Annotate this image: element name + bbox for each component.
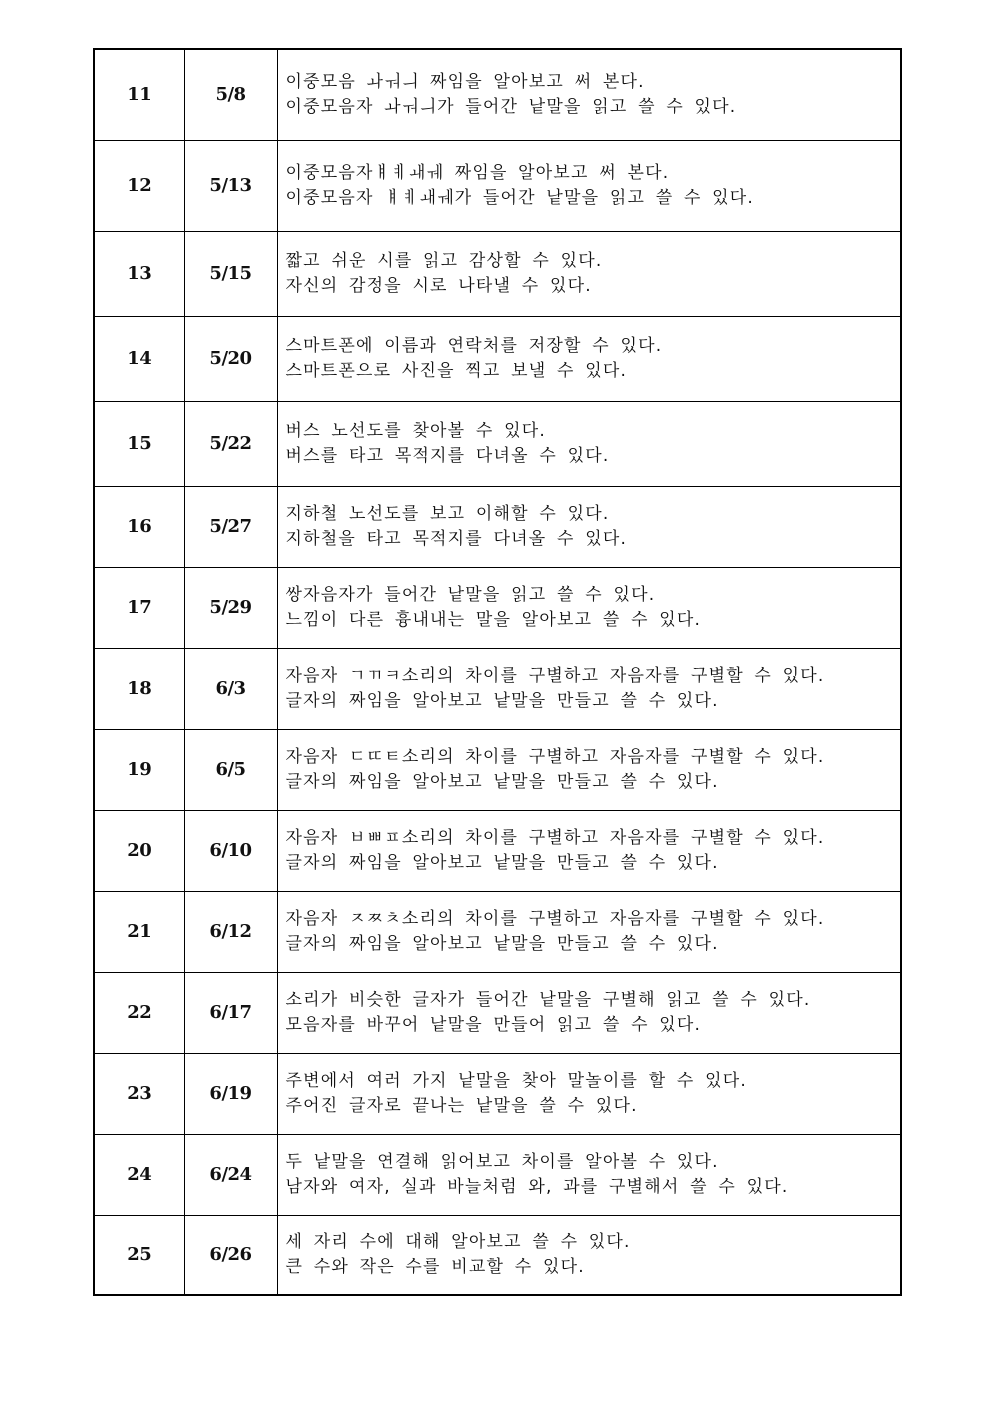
objective-line: 세 자리 수에 대해 알아보고 쓸 수 있다. — [285, 1231, 631, 1252]
session-number: 16 — [94, 486, 184, 567]
objective-line: 글자의 짜임을 알아보고 낱말을 만들고 쓸 수 있다. — [285, 690, 719, 711]
objective-line: 큰 수와 작은 수를 비교할 수 있다. — [285, 1256, 585, 1277]
session-date: 5/29 — [184, 567, 277, 648]
table-row — [94, 231, 901, 316]
objective-line: 모음자를 바꾸어 낱말을 만들어 읽고 쓸 수 있다. — [285, 1014, 702, 1035]
table-row — [94, 316, 901, 401]
objective-line: 주변에서 여러 가지 낱말을 찾아 말놀이를 할 수 있다. — [285, 1070, 747, 1091]
table-row — [94, 1134, 901, 1215]
session-objectives — [277, 316, 901, 401]
session-objectives — [277, 231, 901, 316]
session-number: 20 — [94, 810, 184, 891]
session-number: 17 — [94, 567, 184, 648]
session-objectives — [277, 401, 901, 486]
session-objectives — [277, 1053, 901, 1134]
objective-line: 자음자 ㅈㅉㅊ소리의 차이를 구별하고 자음자를 구별할 수 있다. — [285, 908, 825, 929]
objective-line: 자신의 감정을 시로 나타낼 수 있다. — [285, 275, 592, 296]
table-row — [94, 810, 901, 891]
session-objectives — [277, 648, 901, 729]
session-date: 6/19 — [184, 1053, 277, 1134]
objective-line: 자음자 ㄷㄸㅌ소리의 차이를 구별하고 자음자를 구별할 수 있다. — [285, 746, 825, 767]
session-number: 21 — [94, 891, 184, 972]
session-objectives — [277, 567, 901, 648]
session-date: 6/12 — [184, 891, 277, 972]
table-row — [94, 972, 901, 1053]
session-date: 6/5 — [184, 729, 277, 810]
table-row — [94, 729, 901, 810]
objective-line: 쌍자음자가 들어간 낱말을 읽고 쓸 수 있다. — [285, 584, 656, 605]
lesson-plan-table — [93, 48, 902, 1296]
session-date: 5/13 — [184, 140, 277, 231]
objective-line: 두 낱말을 연결해 읽어보고 차이를 알아볼 수 있다. — [285, 1151, 719, 1172]
session-objectives — [277, 49, 901, 140]
session-date: 5/8 — [184, 49, 277, 140]
objective-line: 소리가 비슷한 글자가 들어간 낱말을 구별해 읽고 쓸 수 있다. — [285, 989, 811, 1010]
objective-line: 남자와 여자, 실과 바늘처럼 와, 과를 구별해서 쓸 수 있다. — [285, 1176, 789, 1197]
session-number: 13 — [94, 231, 184, 316]
session-number: 14 — [94, 316, 184, 401]
objective-line: 주어진 글자로 끝나는 낱말을 쓸 수 있다. — [285, 1095, 638, 1116]
objective-line: 글자의 짜임을 알아보고 낱말을 만들고 쓸 수 있다. — [285, 771, 719, 792]
objective-line: 지하철 노선도를 보고 이해할 수 있다. — [285, 503, 610, 524]
objective-line: 지하철을 타고 목적지를 다녀올 수 있다. — [285, 528, 628, 549]
objective-line: 이중모음자 ㅒㅖㅙㅞ가 들어간 낱말을 읽고 쓸 수 있다. — [285, 187, 755, 208]
objective-line: 느낌이 다른 흉내내는 말을 알아보고 쓸 수 있다. — [285, 609, 702, 630]
objective-line: 자음자 ㄱㄲㅋ소리의 차이를 구별하고 자음자를 구별할 수 있다. — [285, 665, 825, 686]
objective-line: 이중모음자ㅒㅖㅙㅞ 짜임을 알아보고 써 본다. — [285, 162, 670, 183]
session-number: 25 — [94, 1215, 184, 1295]
table-row — [94, 567, 901, 648]
table-row — [94, 401, 901, 486]
objective-line: 스마트폰에 이름과 연락처를 저장할 수 있다. — [285, 335, 663, 356]
session-number: 18 — [94, 648, 184, 729]
table-row — [94, 891, 901, 972]
table-row — [94, 1215, 901, 1295]
session-date: 5/27 — [184, 486, 277, 567]
table-row — [94, 648, 901, 729]
session-number: 19 — [94, 729, 184, 810]
session-date: 6/3 — [184, 648, 277, 729]
session-number: 24 — [94, 1134, 184, 1215]
objective-line: 이중모음자 ㅘㅝㅢ가 들어간 낱말을 읽고 쓸 수 있다. — [285, 96, 737, 117]
session-objectives — [277, 972, 901, 1053]
session-objectives — [277, 891, 901, 972]
objective-line: 이중모음 ㅘㅝㅢ 짜임을 알아보고 써 본다. — [285, 71, 645, 92]
session-number: 11 — [94, 49, 184, 140]
session-objectives — [277, 140, 901, 231]
objective-line: 스마트폰으로 사진을 찍고 보낼 수 있다. — [285, 360, 628, 381]
session-date: 5/20 — [184, 316, 277, 401]
objective-line: 자음자 ㅂㅃㅍ소리의 차이를 구별하고 자음자를 구별할 수 있다. — [285, 827, 825, 848]
session-objectives — [277, 1134, 901, 1215]
table-row — [94, 49, 901, 140]
session-objectives — [277, 729, 901, 810]
session-number: 22 — [94, 972, 184, 1053]
session-date: 6/17 — [184, 972, 277, 1053]
session-objectives — [277, 810, 901, 891]
table-row — [94, 1053, 901, 1134]
session-objectives — [277, 1215, 901, 1295]
session-date: 6/24 — [184, 1134, 277, 1215]
objective-line: 버스 노선도를 찾아볼 수 있다. — [285, 420, 546, 441]
table-row — [94, 140, 901, 231]
session-date: 5/22 — [184, 401, 277, 486]
session-number: 15 — [94, 401, 184, 486]
objective-line: 짧고 쉬운 시를 읽고 감상할 수 있다. — [285, 250, 603, 271]
table-row — [94, 486, 901, 567]
session-date: 6/26 — [184, 1215, 277, 1295]
objective-line: 버스를 타고 목적지를 다녀올 수 있다. — [285, 445, 610, 466]
session-number: 23 — [94, 1053, 184, 1134]
session-date: 6/10 — [184, 810, 277, 891]
session-date: 5/15 — [184, 231, 277, 316]
session-objectives — [277, 486, 901, 567]
objective-line: 글자의 짜임을 알아보고 낱말을 만들고 쓸 수 있다. — [285, 852, 719, 873]
session-number: 12 — [94, 140, 184, 231]
objective-line: 글자의 짜임을 알아보고 낱말을 만들고 쓸 수 있다. — [285, 933, 719, 954]
